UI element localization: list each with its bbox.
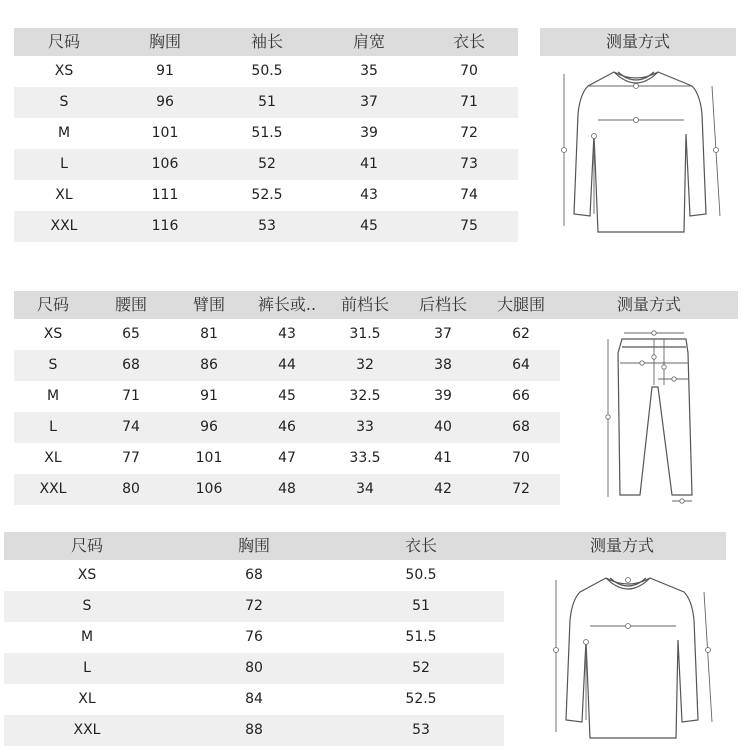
size-table-pants <box>14 291 738 511</box>
size-cell: S <box>82 598 92 614</box>
back-rise-cell: 37 <box>434 326 452 342</box>
size-cell: XS <box>54 63 74 79</box>
shoulder-cell: 35 <box>360 63 378 79</box>
front-rise-cell: 32.5 <box>349 388 381 404</box>
front-rise-cell: 33 <box>356 419 374 435</box>
column-header-front-rise: 前档长 <box>340 295 389 314</box>
sleeve-cell: 52 <box>258 156 276 172</box>
chest-cell: 116 <box>151 218 179 234</box>
table-row <box>14 319 560 350</box>
pants-measurement-illustration <box>600 327 710 507</box>
column-header-thigh: 大腿围 <box>496 295 545 314</box>
table-row <box>14 180 518 211</box>
chest-cell: 88 <box>245 722 263 738</box>
chest-cell: 101 <box>151 125 179 141</box>
shoulder-cell: 41 <box>360 156 378 172</box>
size-cell: XXL <box>73 722 101 738</box>
size-cell: XL <box>44 450 62 466</box>
chest-cell: 106 <box>151 156 179 172</box>
shoulder-cell: 43 <box>360 187 378 203</box>
shirt-icon <box>554 64 724 239</box>
front-rise-cell: 33.5 <box>349 450 381 466</box>
size-cell: XL <box>55 187 73 203</box>
thigh-cell: 68 <box>512 419 530 435</box>
pants-length-cell: 46 <box>278 419 296 435</box>
front-rise-cell: 31.5 <box>349 326 381 342</box>
size-cell: XL <box>78 691 96 707</box>
column-header-chest: 胸围 <box>237 536 270 555</box>
size-cell: XS <box>43 326 63 342</box>
length-cell: 74 <box>460 187 478 203</box>
sleeve-cell: 53 <box>258 218 276 234</box>
chest-cell: 111 <box>151 187 179 203</box>
column-header-shoulder: 肩宽 <box>352 32 385 51</box>
size-cell: XS <box>77 567 97 583</box>
column-header-chest: 胸围 <box>148 32 181 51</box>
back-rise-cell: 40 <box>434 419 452 435</box>
size-cell: M <box>46 388 60 404</box>
column-header-size: 尺码 <box>36 295 69 314</box>
thigh-cell: 62 <box>512 326 530 342</box>
column-header-waist: 腰围 <box>114 295 147 314</box>
table-row <box>4 560 504 591</box>
column-header-size: 尺码 <box>47 32 80 51</box>
shirt-measurement-illustration <box>546 570 716 745</box>
pants-icon <box>600 327 710 507</box>
column-header-size: 尺码 <box>70 536 103 555</box>
waist-cell: 68 <box>122 357 140 373</box>
table-row <box>14 350 560 381</box>
size-cell: S <box>59 94 69 110</box>
shoulder-cell: 39 <box>360 125 378 141</box>
column-header-hip: 臂围 <box>192 295 225 314</box>
hip-cell: 106 <box>195 481 223 497</box>
table-row <box>14 381 560 412</box>
column-header-length: 衣长 <box>452 32 485 51</box>
table-row <box>14 412 560 443</box>
waist-cell: 71 <box>122 388 140 404</box>
size-cell: L <box>49 419 57 435</box>
chest-cell: 76 <box>245 629 263 645</box>
size-cell: S <box>48 357 58 373</box>
waist-cell: 77 <box>122 450 140 466</box>
length-cell: 52.5 <box>405 691 437 707</box>
hip-cell: 96 <box>200 419 218 435</box>
chest-cell: 91 <box>156 63 174 79</box>
table-row <box>14 56 518 87</box>
table-row <box>4 653 504 684</box>
waist-cell: 74 <box>122 419 140 435</box>
length-cell: 72 <box>460 125 478 141</box>
table-row <box>14 118 518 149</box>
thigh-cell: 66 <box>512 388 530 404</box>
back-rise-cell: 42 <box>434 481 452 497</box>
size-cell: L <box>60 156 68 172</box>
pants-length-cell: 44 <box>278 357 296 373</box>
hip-cell: 81 <box>200 326 218 342</box>
length-cell: 53 <box>412 722 430 738</box>
size-cell: L <box>83 660 91 676</box>
chest-cell: 68 <box>245 567 263 583</box>
size-cell: XXL <box>50 218 78 234</box>
pants-length-cell: 48 <box>278 481 296 497</box>
waist-cell: 65 <box>122 326 140 342</box>
front-rise-cell: 34 <box>356 481 374 497</box>
length-cell: 52 <box>412 660 430 676</box>
chest-cell: 96 <box>156 94 174 110</box>
chest-cell: 72 <box>245 598 263 614</box>
length-cell: 51 <box>412 598 430 614</box>
shirt-measurement-illustration <box>554 64 724 239</box>
thigh-cell: 72 <box>512 481 530 497</box>
shoulder-cell: 45 <box>360 218 378 234</box>
sleeve-cell: 51.5 <box>251 125 283 141</box>
length-cell: 75 <box>460 218 478 234</box>
sleeve-cell: 50.5 <box>251 63 283 79</box>
size-table-tops-2 <box>4 532 726 752</box>
sleeve-cell: 51 <box>258 94 276 110</box>
front-rise-cell: 32 <box>356 357 374 373</box>
chest-cell: 80 <box>245 660 263 676</box>
column-header-back-rise: 后档长 <box>418 295 467 314</box>
size-cell: M <box>57 125 71 141</box>
shoulder-cell: 37 <box>360 94 378 110</box>
pants-length-cell: 43 <box>278 326 296 342</box>
column-header-pants-length: 裤长或.. <box>257 295 317 314</box>
measure-method-label: 测量方式 <box>605 32 670 51</box>
table-row <box>14 87 518 118</box>
measure-method-label: 测量方式 <box>589 536 654 555</box>
table-row <box>4 591 504 622</box>
table-row <box>4 684 504 715</box>
hip-cell: 101 <box>195 450 223 466</box>
length-cell: 51.5 <box>405 629 437 645</box>
back-rise-cell: 41 <box>434 450 452 466</box>
thigh-cell: 64 <box>512 357 530 373</box>
table-row <box>14 474 560 505</box>
sleeve-cell: 52.5 <box>251 187 283 203</box>
shirt-icon <box>546 570 716 745</box>
pants-length-cell: 47 <box>278 450 296 466</box>
column-header-sleeve: 袖长 <box>250 32 283 51</box>
pants-length-cell: 45 <box>278 388 296 404</box>
table-row <box>4 622 504 653</box>
measure-method-label: 测量方式 <box>616 295 681 314</box>
length-cell: 73 <box>460 156 478 172</box>
hip-cell: 86 <box>200 357 218 373</box>
back-rise-cell: 39 <box>434 388 452 404</box>
length-cell: 70 <box>460 63 478 79</box>
table-row <box>14 149 518 180</box>
chest-cell: 84 <box>245 691 263 707</box>
size-cell: M <box>80 629 94 645</box>
table-row <box>4 715 504 746</box>
size-cell: XXL <box>39 481 67 497</box>
back-rise-cell: 38 <box>434 357 452 373</box>
table-row <box>14 211 518 242</box>
length-cell: 50.5 <box>405 567 437 583</box>
table-row <box>14 443 560 474</box>
waist-cell: 80 <box>122 481 140 497</box>
column-header-length: 衣长 <box>404 536 437 555</box>
length-cell: 71 <box>460 94 478 110</box>
thigh-cell: 70 <box>512 450 530 466</box>
size-table-tops <box>14 28 736 248</box>
hip-cell: 91 <box>200 388 218 404</box>
